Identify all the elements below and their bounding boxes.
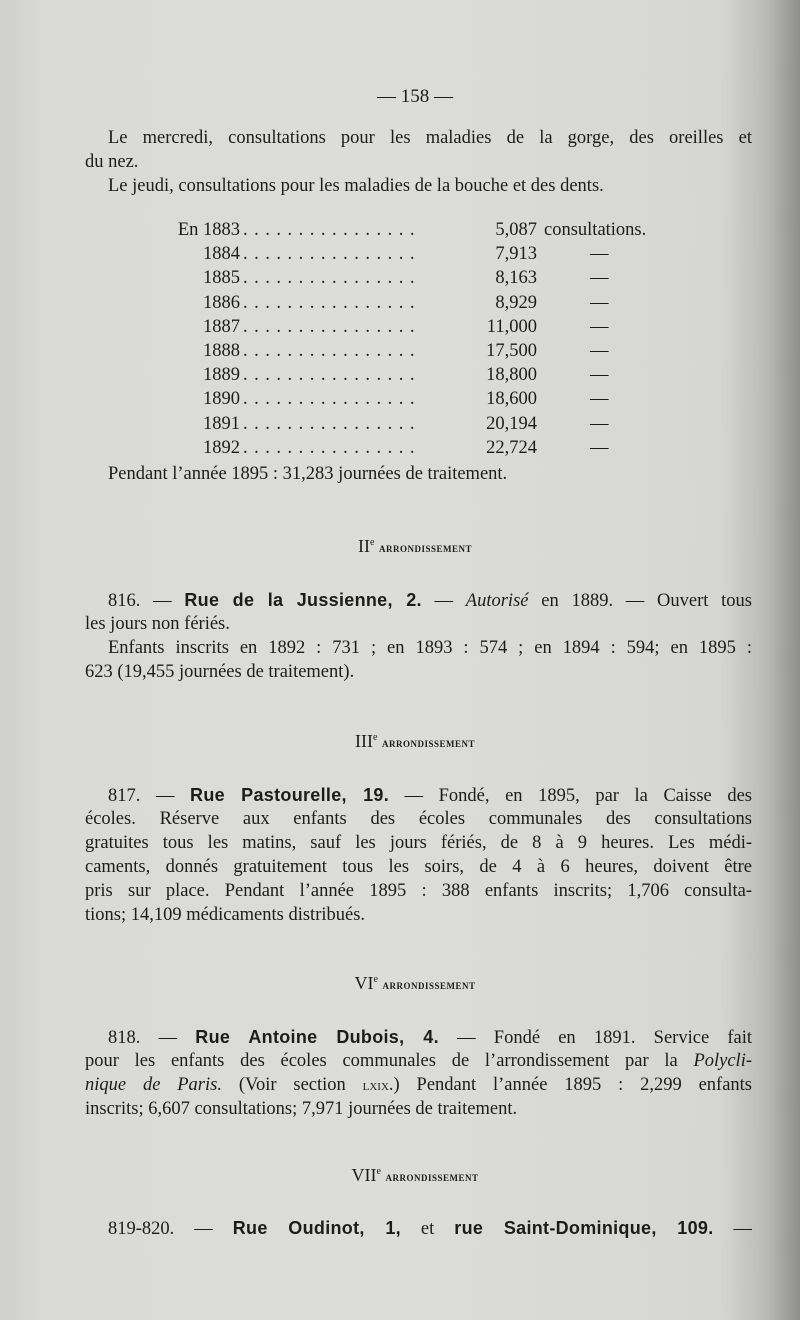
italic-text: Autorisé <box>465 591 529 611</box>
unit-cell: — <box>590 316 609 337</box>
heading-label: arrondissement <box>378 540 472 555</box>
year-cell: 1884 <box>203 244 240 265</box>
treatment-summary <box>85 462 752 486</box>
unit-cell: — <box>590 413 609 434</box>
text-line <box>85 831 752 855</box>
table-row <box>85 341 752 365</box>
text-line <box>85 636 752 660</box>
text-line <box>85 660 752 684</box>
text-run: — Fondé, en 1895, par la Caisse des <box>389 786 752 806</box>
value-cell: 11,000 <box>486 316 537 337</box>
ordinal-suffix: e <box>376 1166 381 1177</box>
text-run: — <box>421 591 466 611</box>
address-heading: Rue de la Jussienne, 2. <box>184 590 422 610</box>
italic-text: Polycli- <box>693 1051 752 1071</box>
summary-line: Pendant l’année 1895 : 31,283 journées de traitement. <box>108 464 508 484</box>
text-run: .) Pendant l’année 1895 : 2,299 enfants <box>388 1075 752 1095</box>
text-run: et <box>400 1219 455 1239</box>
unit-cell: — <box>590 292 609 313</box>
value-cell: 7,913 <box>495 244 537 265</box>
year-cell: 1889 <box>203 365 240 386</box>
dispensary-entry <box>85 783 752 927</box>
value-cell: 18,800 <box>486 365 537 386</box>
dot-leader: ................ <box>243 365 421 386</box>
unit-cell: — <box>590 437 609 458</box>
text-run: 623 (19,455 journées de traitement). <box>85 662 355 682</box>
dot-leader: ................ <box>243 437 421 458</box>
text-run: caments, donnés gratuitement tous les soirs, de 4 à 6 heures, doivent être <box>85 857 752 877</box>
text-run: Le jeudi, consultations pour les maladies de la bouche et des dents. <box>108 176 604 196</box>
text-run: gratuites tous les matins, sauf les jours fériés, de 8 à 9 heures. Les médi- <box>85 833 752 853</box>
address-heading: Rue Oudinot, 1, <box>232 1218 401 1238</box>
year-cell: En 1883 <box>177 220 240 240</box>
dispensary-entry <box>85 1216 752 1240</box>
text-run: Le mercredi, consultations pour les maladies de la gorge, des oreilles et <box>108 128 752 148</box>
text-run: tions; 14,109 médicaments distribués. <box>85 905 366 925</box>
unit-cell: — <box>590 268 609 289</box>
text-line <box>85 1049 752 1073</box>
year-cell: 1886 <box>203 292 240 313</box>
dispensary-entry <box>85 1025 752 1121</box>
arrondissement-heading <box>0 731 800 752</box>
text-run: — <box>713 1219 752 1239</box>
table-row <box>85 293 752 317</box>
text-line <box>85 1097 752 1121</box>
address-heading: rue Saint-Dominique, 109. <box>454 1218 714 1238</box>
heading-label: arrondissement <box>382 977 476 992</box>
dot-leader: ................ <box>243 413 421 434</box>
address-heading: Rue Pastourelle, 19. <box>190 785 389 805</box>
heading-label: arrondissement <box>381 735 475 750</box>
consultations-table <box>85 220 752 462</box>
section-ref: lxix <box>362 1078 389 1094</box>
arrondissement-heading <box>0 1165 800 1186</box>
text-line <box>85 1216 752 1240</box>
value-cell: 5,087 <box>495 220 537 240</box>
text-run: les jours non fériés. <box>85 614 230 634</box>
year-cell: 1891 <box>203 413 240 434</box>
unit-cell: — <box>590 340 609 361</box>
roman-numeral: III <box>355 731 373 751</box>
roman-numeral: II <box>358 536 371 556</box>
text-line <box>85 1073 752 1097</box>
year-cell: 1892 <box>203 437 240 458</box>
page-number: — 158 — <box>377 86 453 107</box>
text-run: Enfants inscrits en 1892 : 731 ; en 1893 : 574 ; en 1894 : 594; en 1895 : <box>108 638 752 658</box>
value-cell: 17,500 <box>486 340 537 361</box>
text-line <box>85 588 752 612</box>
roman-numeral: VII <box>351 1165 377 1185</box>
dot-leader: ................ <box>243 316 421 337</box>
dot-leader: ................ <box>243 220 421 240</box>
value-cell: 8,929 <box>495 292 537 313</box>
value-cell: 18,600 <box>486 389 537 410</box>
year-cell: 1888 <box>203 340 240 361</box>
address-heading: Rue Antoine Dubois, 4. <box>195 1027 439 1047</box>
italic-text: nique de Paris. <box>85 1075 222 1095</box>
value-cell: 20,194 <box>486 413 537 434</box>
unit-cell: — <box>590 389 609 410</box>
text-run: inscrits; 6,607 consultations; 7,971 journées de traitement. <box>85 1099 518 1119</box>
dot-leader: ................ <box>243 340 421 361</box>
text-line <box>85 855 752 879</box>
unit-cell: consultations. <box>544 220 647 240</box>
table-row <box>85 365 752 389</box>
dot-leader: ................ <box>243 389 421 410</box>
table-row <box>85 268 752 292</box>
table-row <box>85 220 752 244</box>
text-run: écoles. Réserve aux enfants des écoles communales des consultations <box>85 809 752 829</box>
text-line <box>85 903 752 927</box>
text-run: (Voir section <box>221 1075 363 1095</box>
ordinal-suffix: e <box>373 732 378 743</box>
text-line <box>85 783 752 807</box>
text-line <box>85 807 752 831</box>
table-row <box>85 414 752 438</box>
text-run: pour les enfants des écoles communales de l’arrondissement par la <box>85 1051 694 1071</box>
ordinal-suffix: e <box>370 537 375 548</box>
heading-label: arrondissement <box>385 1169 479 1184</box>
dispensary-entry <box>85 588 752 684</box>
text-run: en 1889. — Ouvert tous <box>528 591 752 611</box>
table-row <box>85 389 752 413</box>
text-line <box>85 126 752 150</box>
text-run: 819-820. — <box>108 1219 233 1239</box>
roman-numeral: VI <box>354 973 374 993</box>
ordinal-suffix: e <box>373 974 378 985</box>
text-run: 817. — <box>108 786 191 806</box>
table-row <box>85 244 752 268</box>
text-line <box>85 1025 752 1049</box>
year-cell: 1885 <box>203 268 240 289</box>
text-run: du nez. <box>85 152 139 172</box>
text-line <box>85 174 752 198</box>
text-run: 816. — <box>108 591 185 611</box>
intro-paragraph <box>85 126 752 198</box>
year-cell: 1890 <box>203 389 240 410</box>
text-line <box>85 150 752 174</box>
arrondissement-heading <box>0 536 800 557</box>
text-run: 818. — <box>108 1028 196 1048</box>
arrondissement-heading <box>0 973 800 994</box>
value-cell: 8,163 <box>495 268 537 289</box>
unit-cell: — <box>590 244 609 265</box>
value-cell: 22,724 <box>486 437 537 458</box>
text-run: pris sur place. Pendant l’année 1895 : 388 enfants inscrits; 1,706 consulta- <box>85 881 752 901</box>
text-line <box>85 879 752 903</box>
dot-leader: ................ <box>243 292 421 313</box>
dot-leader: ................ <box>243 268 421 289</box>
table-row <box>85 438 752 462</box>
dot-leader: ................ <box>243 244 421 265</box>
text-run: — Fondé en 1891. Service fait <box>438 1028 752 1048</box>
table-row <box>85 317 752 341</box>
text-line <box>85 612 752 636</box>
year-cell: 1887 <box>203 316 240 337</box>
unit-cell: — <box>590 365 609 386</box>
